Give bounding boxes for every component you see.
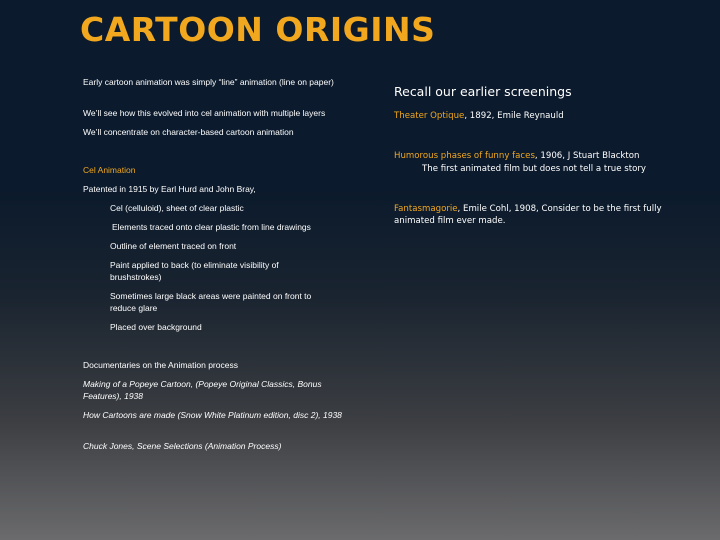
screening-3-title: Fantasmagorie	[394, 204, 458, 214]
patent-line: Patented in 1915 by Earl Hurd and John Bray,	[83, 184, 256, 194]
screening-funny-faces	[394, 150, 639, 162]
screening-3-details: , Emile Cohl, 1908, Consider to be the first fully animated film ever made.	[394, 204, 662, 226]
doc-snow-white: How Cartoons are made (Snow White Platinum edition, disc 2), 1938	[83, 410, 342, 420]
bullet-black-areas: Sometimes large black areas were painted on front to reduce glare	[110, 291, 312, 313]
screening-2-details: , 1906, J Stuart Blackton	[534, 151, 640, 161]
bullet-over-background: Placed over background	[110, 322, 202, 332]
screenings-heading: Recall our earlier screenings	[394, 84, 572, 99]
cel-animation-heading: Cel Animation	[83, 165, 136, 175]
intro-cel-evolution: We’ll see how this evolved into cel animation with multiple layers	[83, 108, 326, 118]
slide-title: CARTOON ORIGINS	[80, 10, 436, 49]
screening-1-details: , 1892, Emile Reynauld	[464, 111, 564, 121]
bullet-paint-back: Paint applied to back (to eliminate visibility of brushstrokes)	[110, 260, 279, 282]
bullet-cel-definition: Cel (celluloid), sheet of clear plastic	[110, 203, 244, 213]
screening-theater-optique	[394, 110, 564, 122]
screening-2-title: Humorous phases of funny faces	[394, 151, 535, 161]
screening-1-title: Theater Optique	[394, 111, 465, 121]
intro-character-based: We’ll concentrate on character-based cartoon animation	[83, 127, 294, 137]
screening-fantasmagorie	[394, 203, 674, 227]
intro-line-animation: Early cartoon animation was simply “line” animation (line on paper)	[83, 77, 334, 87]
screening-2-note: The first animated film but does not tell a true story	[422, 164, 646, 174]
doc-chuck-jones: Chuck Jones, Scene Selections (Animation Process)	[83, 441, 282, 451]
documentaries-heading: Documentaries on the Animation process	[83, 360, 238, 370]
doc-popeye: Making of a Popeye Cartoon, (Popeye Original Classics, Bonus Features), 1938	[83, 379, 322, 401]
bullet-outline-front: Outline of element traced on front	[110, 241, 237, 251]
bullet-traced-elements: Elements traced onto clear plastic from line drawings	[112, 222, 311, 232]
